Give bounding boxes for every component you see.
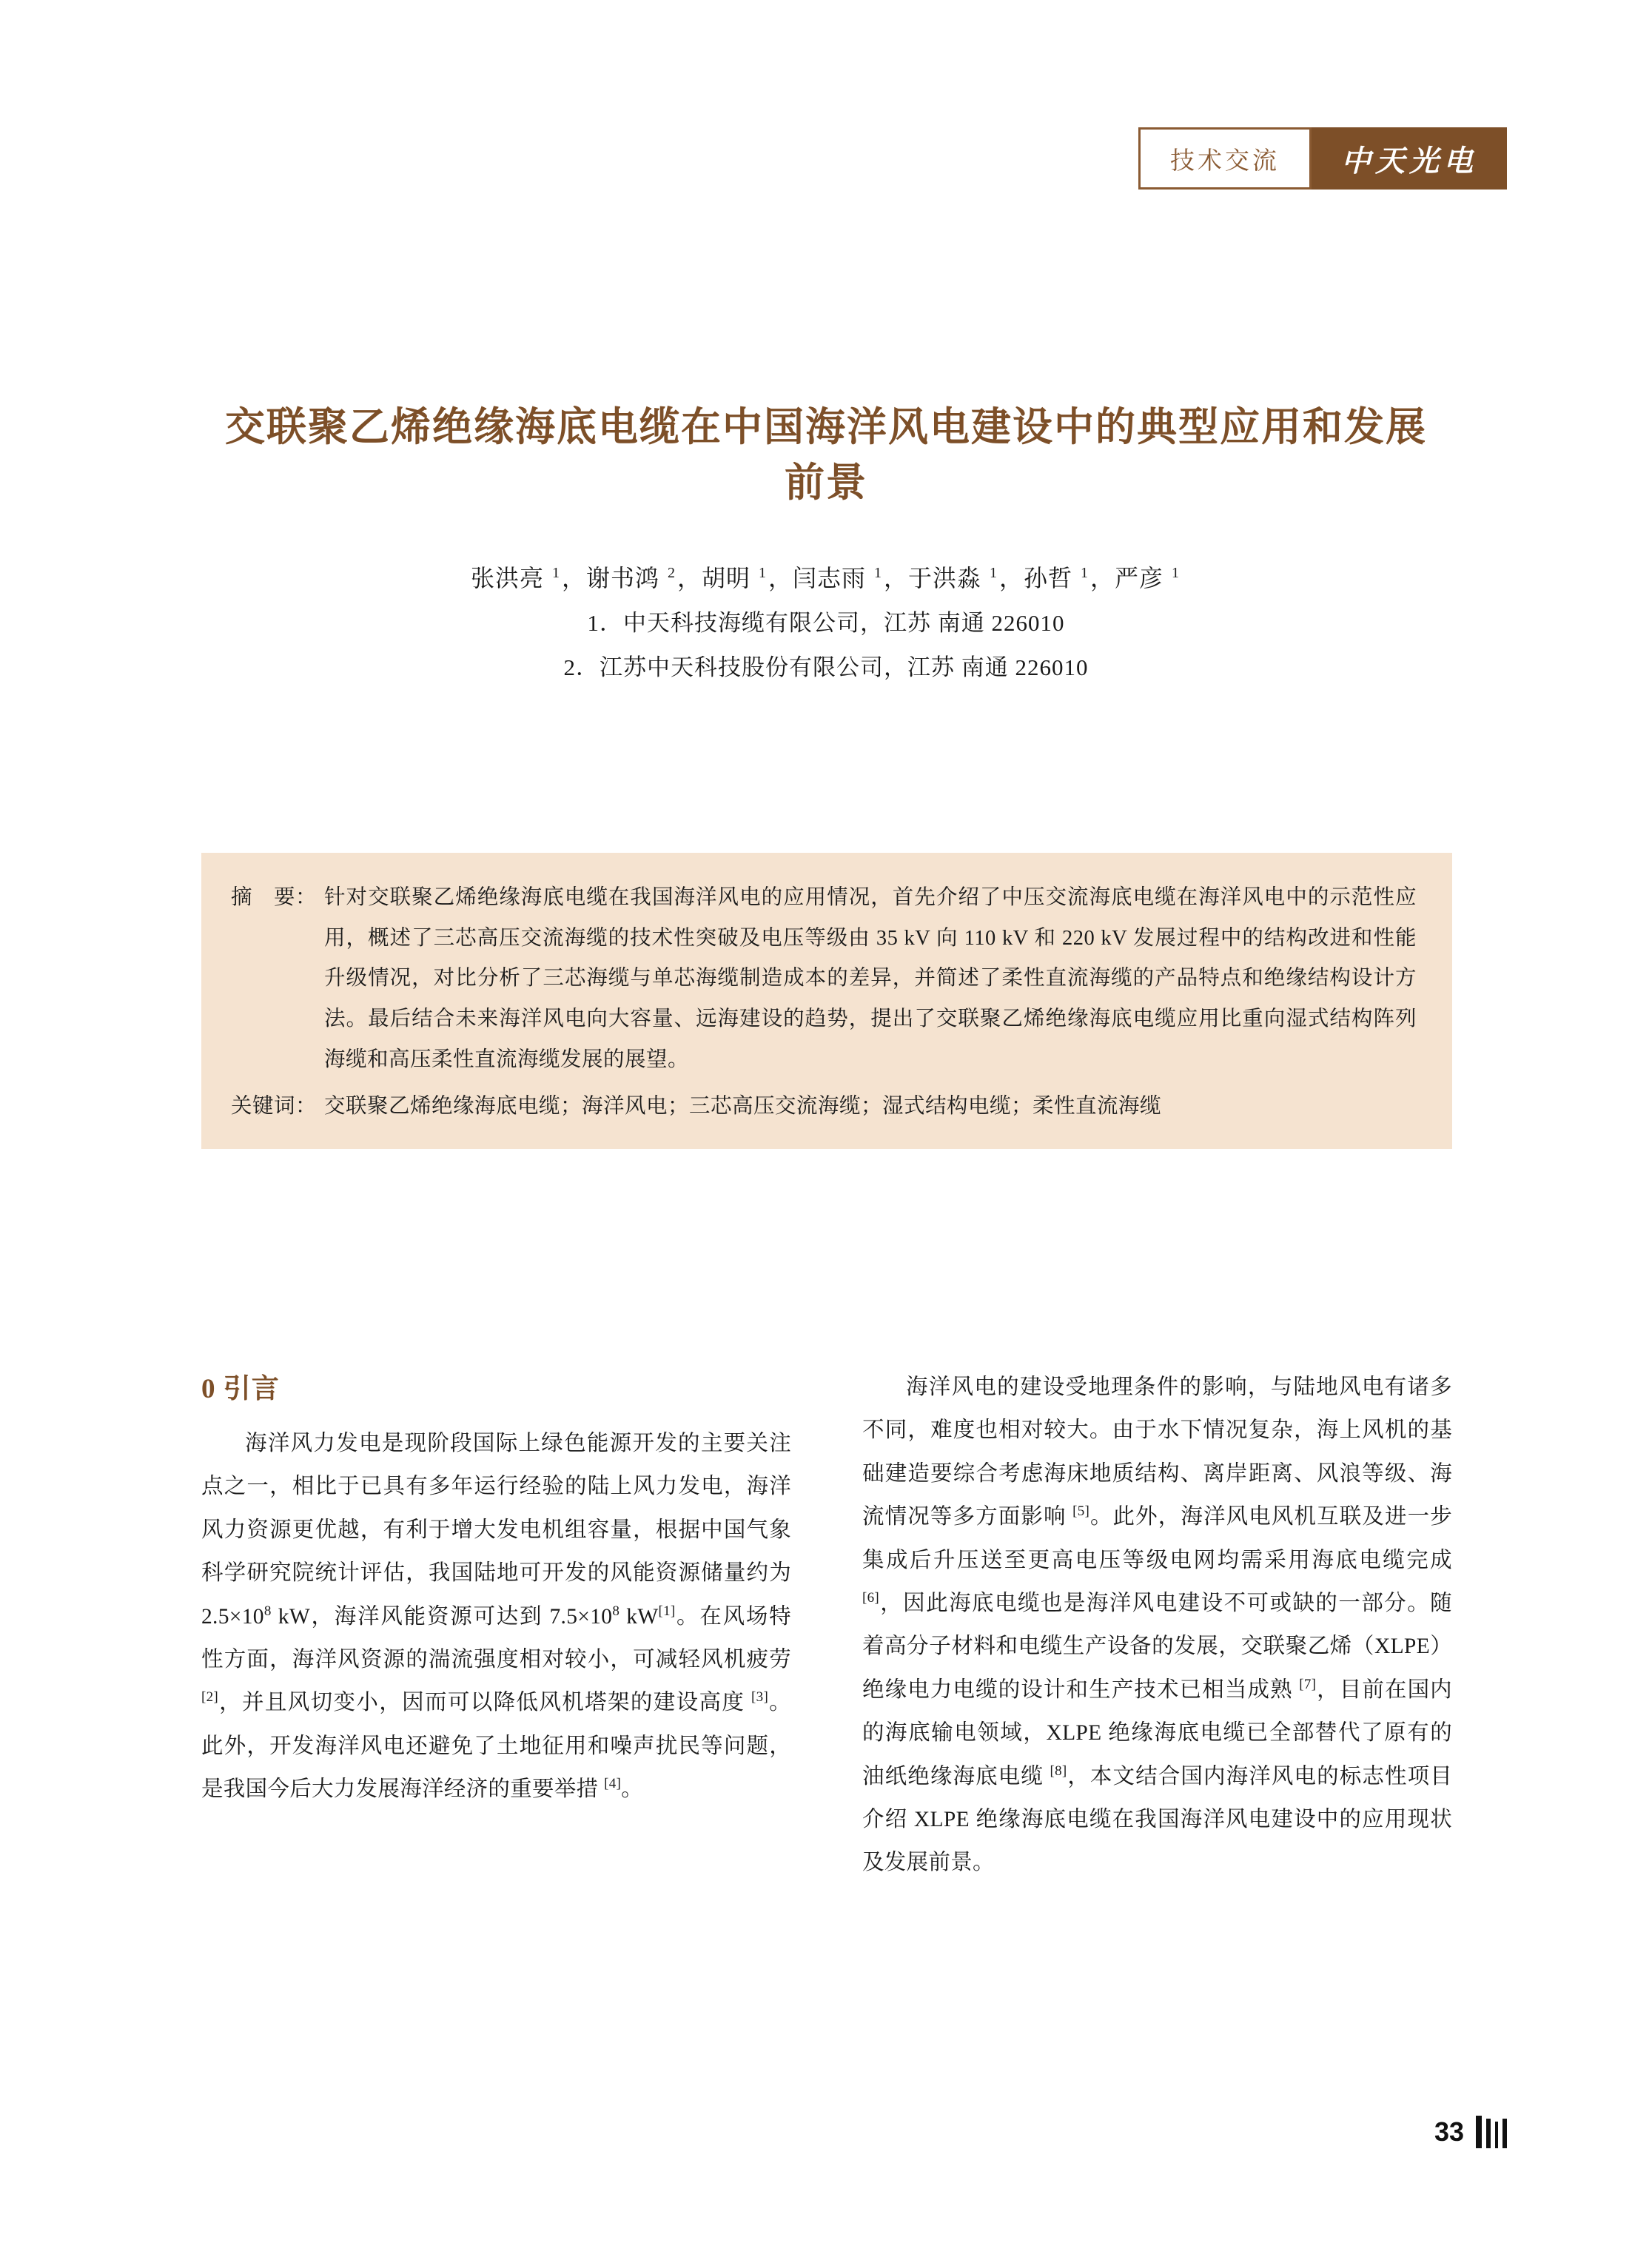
intro-paragraph-left: 海洋风力发电是现阶段国际上绿色能源开发的主要关注点之一，相比于已具有多年运行经验的陆上风力发电，海洋风力资源更优越，有利于增大发电机组容量，根据中国气象科学研究院统计评估，我国陆地可开发的风能资源储量约为 2.5×10$^8$ kW，海洋风能资源可达到 7.5×10$^8$ kW[1]。在风场特性方面，海洋风资源的湍流强度相对较小，可减轻风机疲劳 [2]，并且风切变小，因而可以降低风机塔架的建设高度 [3]。此外，开发海洋风电还避免了土地征用和噪声扰民等问题，是我国今后大力发展海洋经济的重要举措 [4]。 [201, 1432, 791, 1802]
page-header [1138, 127, 1507, 190]
affiliation-2: 2．江苏中天科技股份有限公司，江苏 南通 226010 [563, 654, 1089, 681]
body-column-right [862, 1366, 1452, 1885]
keywords-text: 交联聚乙烯绝缘海底电缆；海洋风电；三芯高压交流海缆；湿式结构电缆；柔性直流海缆 [324, 1094, 1162, 1118]
intro-paragraph-right: 海洋风电的建设受地理条件的影响，与陆地风电有诸多不同，难度也相对较大。由于水下情况复杂，海上风机的基础建造要综合考虑海床地质结构、离岸距离、风浪等级、海流情况等多方面影响 [5]。此外，海洋风电风机互联及进一步集成后升压送至更高电压等级电网均需采用海底电缆完成 [6]，因此海底电缆也是海洋风电建设不可或缺的一部分。随着高分子材料和电缆生产设备的发展，交联聚乙烯（XLPE）绝缘电力电缆的设计和生产技术已相当成熟 [7]，目前在国内的海底输电领域，XLPE 绝缘海底电缆已全部替代了原有的油纸绝缘海底电缆 [8]，本文结合国内海洋风电的标志性项目介绍 XLPE 绝缘海底电缆在我国海洋风电建设中的应用现状及发展前景。 [862, 1375, 1453, 1875]
header-brand-logo: 中天光电 [1312, 127, 1507, 190]
author-list: 张洪亮 $^1$，谢书鸿 $^2$，胡明 $^1$，闫志雨 $^1$，于洪淼 $^1$，孙哲 $^1$，严彦 $^1$ [470, 565, 1181, 592]
footer-bar-mark-icon [1476, 2116, 1507, 2148]
body-column-left [201, 1366, 791, 1885]
title-block [207, 400, 1445, 691]
page-number: 33 [1434, 2116, 1464, 2147]
affiliation-1: 1．中天科技海缆有限公司，江苏 南通 226010 [587, 609, 1065, 636]
header-section-tag: 技术交流 [1138, 127, 1312, 190]
keywords-row [231, 1087, 1417, 1127]
page-title: 交联聚乙烯绝缘海底电缆在中国海洋风电建设中的典型应用和发展前景 [225, 405, 1427, 505]
section-heading-introduction: 0 引言 [201, 1374, 280, 1404]
page-footer [1434, 2116, 1507, 2148]
keywords-label: 关键词： [231, 1094, 318, 1118]
abstract-label: 摘 要： [231, 886, 318, 909]
abstract-row [231, 878, 1417, 1081]
body-columns [201, 1366, 1452, 1885]
abstract-box [201, 853, 1452, 1149]
abstract-text: 针对交联聚乙烯绝缘海底电缆在我国海洋风电的应用情况，首先介绍了中压交流海底电缆在海洋风电中的示范性应用，概述了三芯高压交流海缆的技术性突破及电压等级由 35 kV 向 110 kV 和 220 kV 发展过程中的结构改进和性能升级情况，对比分析了三芯海缆与单芯海缆制造成本的差异，并简述了柔性直流海缆的产品特点和绝缘结构设计方法。最后结合未来海洋风电向大容量、远海建设的趋势，提出了交联聚乙烯绝缘海底电缆应用比重向湿式结构阵列海缆和高压柔性直流海缆发展的展望。 [324, 886, 1417, 1071]
